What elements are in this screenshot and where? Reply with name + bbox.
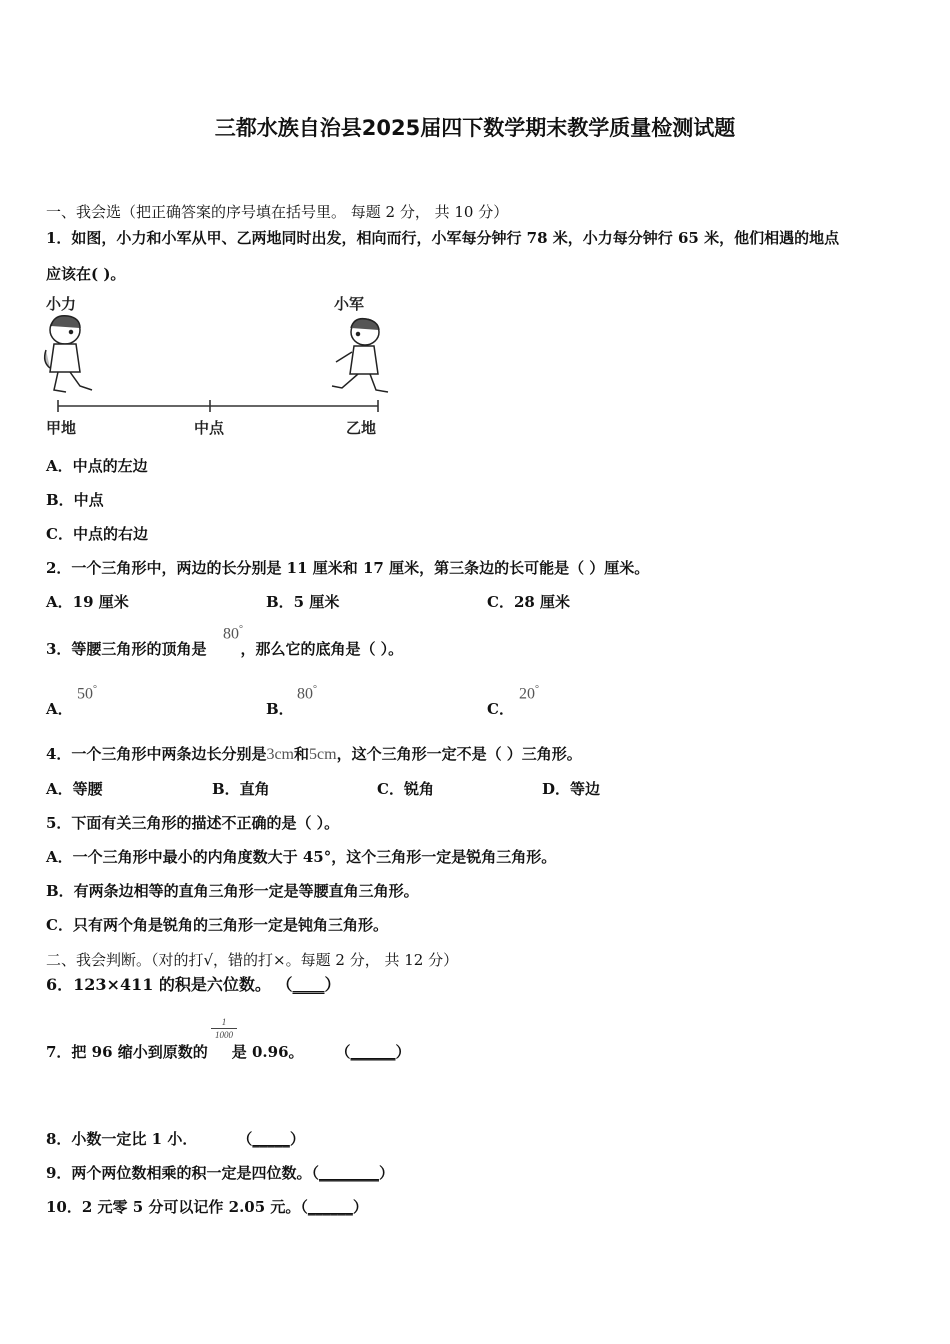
q7-answer-blank[interactable]: ______ (350, 1043, 396, 1061)
q2-option-b[interactable]: B．5 厘米 (266, 593, 340, 611)
q8-text: 8．小数一定比 1 小． （_____） (46, 1130, 305, 1148)
q10-text: 10．2 元零 5 分可以记作 2.05 元。（______） (46, 1198, 368, 1216)
q9-statement: 9．两个两位数相乘的积一定是四位数。（ (46, 1164, 319, 1182)
q1-option-b[interactable]: B．中点 (46, 491, 104, 509)
q3-option-c-value[interactable]: 20° (519, 684, 539, 703)
q8-answer-blank[interactable]: _____ (252, 1130, 290, 1148)
q8-statement: 8．小数一定比 1 小． (46, 1130, 198, 1148)
label-yidi: 乙地 (346, 419, 377, 437)
label-zhongdian: 中点 (194, 419, 225, 437)
boy-right-illustration (332, 319, 388, 392)
q7-text: 7．把 96 缩小到原数的 是 0.96。 （______） (46, 1043, 411, 1061)
q7-frac-den: 1000 (211, 1028, 237, 1041)
q3-text-before: 3．等腰三角形的顶角是 (46, 640, 207, 658)
q1-figure (40, 292, 400, 442)
section2-heading: 二、我会判断。（对的打√，错的打×。每题 2 分， 共 12 分） (46, 951, 459, 969)
q5-option-c[interactable]: C．只有两个角是锐角的三角形一定是钝角三角形。 (46, 916, 388, 934)
q2-option-c[interactable]: C．28 厘米 (487, 593, 571, 611)
q3-text-after: ，那么它的底角是（ ）。 (240, 640, 404, 658)
page-title: 三都水族自治县2025届四下数学期末教学质量检测试题 (214, 116, 736, 140)
q4-len1: 3cm (266, 746, 294, 763)
q4-text-c: ，这个三角形一定不是（ ）三角形。 (336, 745, 582, 763)
q10-answer-blank[interactable]: ______ (307, 1198, 353, 1216)
boy-left-illustration (45, 316, 92, 392)
q6-statement: 6．123×411 的积是六位数。 （ (46, 975, 293, 994)
q4-option-b[interactable]: B．直角 (212, 780, 270, 798)
q4-text-a: 4．一个三角形中两条边长分别是 (46, 745, 267, 763)
q3-option-b-value[interactable]: 80° (297, 684, 317, 703)
name-xiaojun: 小军 (334, 295, 365, 313)
q4-option-d[interactable]: D．等边 (542, 780, 601, 798)
q7-frac-num: 1 (221, 1017, 227, 1027)
q6-close: ） (324, 975, 341, 994)
q3-option-a-label[interactable]: A． (46, 700, 73, 718)
q3-option-b-label[interactable]: B． (266, 700, 294, 718)
distance-line (58, 400, 378, 412)
q3-option-a-value[interactable]: 50° (77, 684, 97, 703)
q4-text-b: 和 (294, 745, 310, 763)
q4-text (46, 744, 582, 765)
q9-answer-blank[interactable]: ________ (318, 1164, 379, 1182)
q3-vertex-angle: 80° (223, 624, 243, 643)
section1-heading: 一、我会选（把正确答案的序号填在括号里。 每题 2 分， 共 10 分） (46, 203, 509, 221)
q4-len2: 5cm (309, 746, 337, 763)
q1-option-c[interactable]: C．中点的右边 (46, 525, 148, 543)
q4-option-a[interactable]: A．等腰 (46, 780, 103, 798)
q6-answer-blank[interactable]: ____ (292, 975, 325, 994)
q2-option-a[interactable]: A．19 厘米 (46, 593, 129, 611)
q3-option-c-label[interactable]: C． (487, 700, 514, 718)
q5-option-a[interactable]: A．一个三角形中最小的内角度数大于 45°，这个三角形一定是锐角三角形。 (46, 848, 557, 866)
name-xiaoli: 小力 (46, 295, 77, 313)
q7-fraction (211, 1016, 237, 1041)
q1-text-line1: 1．如图，小力和小军从甲、乙两地同时出发，相向而行，小军每分钟行 78 米，小力每分钟行 65 米，他们相遇的地点 (46, 229, 840, 247)
q1-text-line2: 应该在( )。 (46, 265, 126, 283)
q7-text-after: 是 0.96。 (231, 1043, 304, 1061)
q7-text-before: 7．把 96 缩小到原数的 (46, 1043, 208, 1061)
q2-text: 2．一个三角形中，两边的长分别是 11 厘米和 17 厘米，第三条边的长可能是（ ）厘米。 (46, 559, 650, 577)
q5-option-b[interactable]: B．有两条边相等的直角三角形一定是等腰直角三角形。 (46, 882, 419, 900)
q6-text (46, 975, 341, 995)
label-jiadi: 甲地 (46, 419, 77, 437)
q1-option-a[interactable]: A．中点的左边 (46, 457, 148, 475)
q10-statement: 10．2 元零 5 分可以记作 2.05 元。（ (46, 1198, 308, 1216)
q9-text: 9．两个两位数相乘的积一定是四位数。（________） (46, 1164, 394, 1182)
q4-option-c[interactable]: C．锐角 (377, 780, 434, 798)
q5-text: 5．下面有关三角形的描述不正确的是（ ）。 (46, 814, 340, 832)
